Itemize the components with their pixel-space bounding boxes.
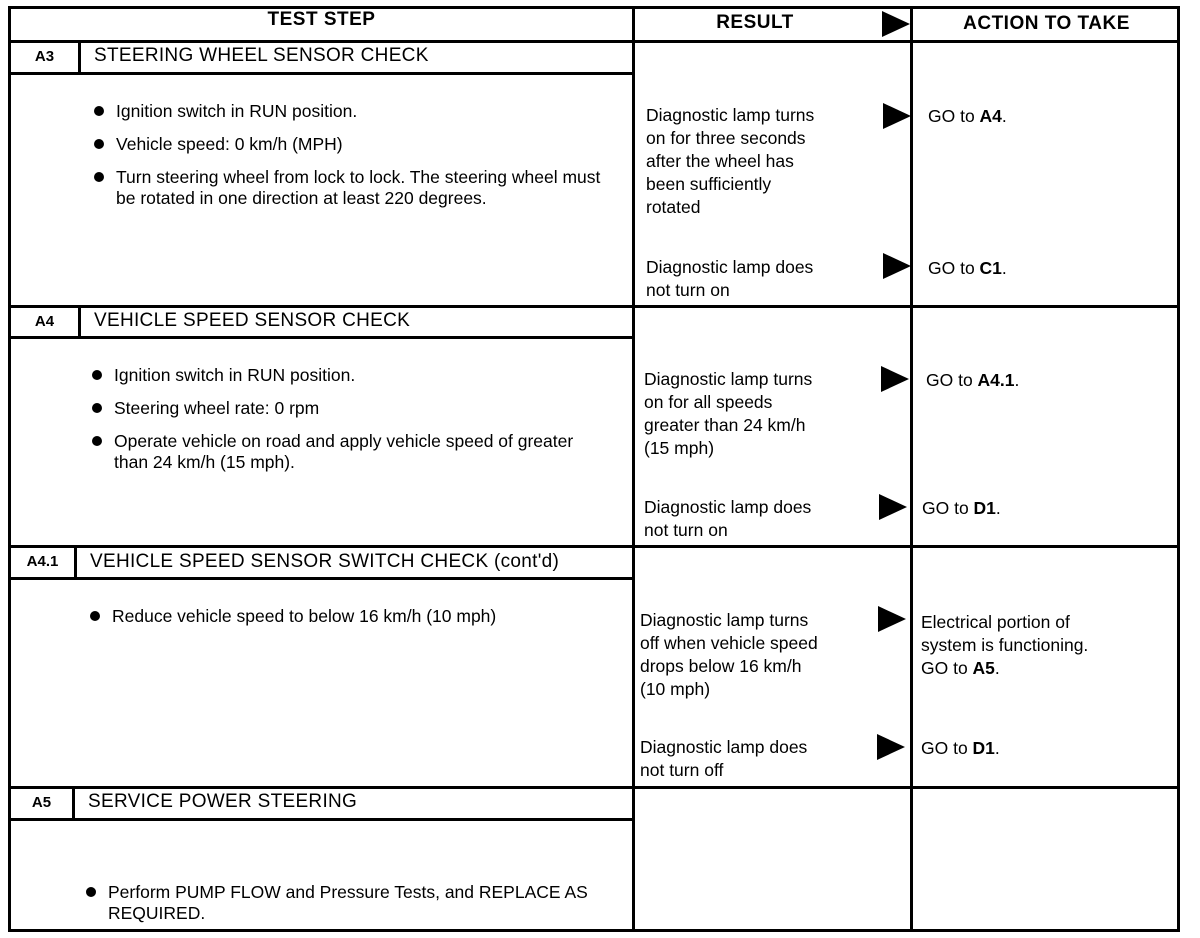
bullet-icon <box>86 887 96 897</box>
header-arrow-icon <box>882 11 910 37</box>
step-a41-bottom-rule <box>8 786 1180 789</box>
step-a4-result-2: Diagnostic lamp does not turn on <box>644 497 812 540</box>
step-a3-action-2: GO to C1. <box>928 258 1007 278</box>
step-a4-action-2: GO to D1. <box>922 498 1001 518</box>
step-a3-bottom-rule <box>8 305 1180 308</box>
list-item: Turn steering wheel from lock to lock. The steering wheel must be rotated in one direction at least 220 degrees. <box>94 167 614 209</box>
bullet-icon <box>94 106 104 116</box>
list-item: Steering wheel rate: 0 rpm <box>92 398 612 419</box>
step-a4-bottom-rule <box>8 545 1180 548</box>
step-a5-id: A5 <box>31 794 52 811</box>
list-item: Reduce vehicle speed to below 16 km/h (10 mph) <box>90 606 610 627</box>
step-a41-action-2: GO to D1. <box>921 738 1000 758</box>
step-a5-title-rule <box>8 818 632 821</box>
step-a4-action-1: GO to A4.1. <box>926 370 1020 390</box>
bullet-icon <box>94 172 104 182</box>
step-a3-action-1: GO to A4. <box>928 106 1007 126</box>
result-arrow-icon <box>883 103 911 129</box>
list-item: Ignition switch in RUN position. <box>94 101 614 122</box>
step-a3-result-2: Diagnostic lamp does not turn on <box>646 257 814 300</box>
list-item: Operate vehicle on road and apply vehicle speed of greater than 24 km/h (15 mph). <box>92 431 612 473</box>
step-a41-result-2: Diagnostic lamp does not turn off <box>640 737 808 780</box>
header-result: RESULT <box>716 12 794 33</box>
result-arrow-icon <box>877 734 905 760</box>
step-a3-title-rule <box>8 72 632 75</box>
bullet-icon <box>92 403 102 413</box>
step-a3-id-divider <box>78 40 81 74</box>
step-a4-title: VEHICLE SPEED SENSOR CHECK <box>94 310 411 331</box>
header-bottom-rule <box>8 40 1180 43</box>
bullet-icon <box>90 611 100 621</box>
step-a4-bullets <box>92 365 612 485</box>
column-divider-action <box>910 6 913 932</box>
step-a4-id: A4 <box>34 313 55 330</box>
bullet-icon <box>92 436 102 446</box>
step-a3-result-1: Diagnostic lamp turns on for three seconds after the wheel has been sufficiently rotated <box>646 105 815 217</box>
result-arrow-icon <box>881 366 909 392</box>
bullet-icon <box>94 139 104 149</box>
column-divider-result <box>632 6 635 932</box>
header-test-step: TEST STEP <box>267 9 376 30</box>
step-a4-id-divider <box>78 305 81 338</box>
result-arrow-icon <box>878 606 906 632</box>
step-a4-result-1: Diagnostic lamp turns on for all speeds greater than 24 km/h (15 mph) <box>644 369 813 458</box>
step-a41-title: VEHICLE SPEED SENSOR SWITCH CHECK (cont'd) <box>90 551 560 572</box>
step-a5-title: SERVICE POWER STEERING <box>88 791 358 812</box>
step-a41-title-rule <box>8 577 632 580</box>
step-a41-result-1: Diagnostic lamp turns off when vehicle speed drops below 16 km/h (10 mph) <box>640 610 818 699</box>
step-a41-id-divider <box>74 545 77 579</box>
step-a5-id-divider <box>72 786 75 820</box>
header-action: ACTION TO TAKE <box>963 13 1130 34</box>
bullet-icon <box>92 370 102 380</box>
list-item: Ignition switch in RUN position. <box>92 365 612 386</box>
step-a3-id: A3 <box>34 48 55 65</box>
list-item: Perform PUMP FLOW and Pressure Tests, and REPLACE AS REQUIRED. <box>86 882 606 924</box>
result-arrow-icon <box>883 253 911 279</box>
step-a41-bullets <box>90 606 610 639</box>
step-a4-title-rule <box>8 336 632 339</box>
result-arrow-icon <box>879 494 907 520</box>
step-a3-bullets <box>94 101 614 221</box>
step-a3-title: STEERING WHEEL SENSOR CHECK <box>94 45 429 66</box>
step-a41-action-1: Electrical portion of system is functioning. GO to A5. <box>921 612 1089 678</box>
step-a5-bullets <box>86 882 606 936</box>
list-item: Vehicle speed: 0 km/h (MPH) <box>94 134 614 155</box>
step-a41-id: A4.1 <box>26 553 59 570</box>
